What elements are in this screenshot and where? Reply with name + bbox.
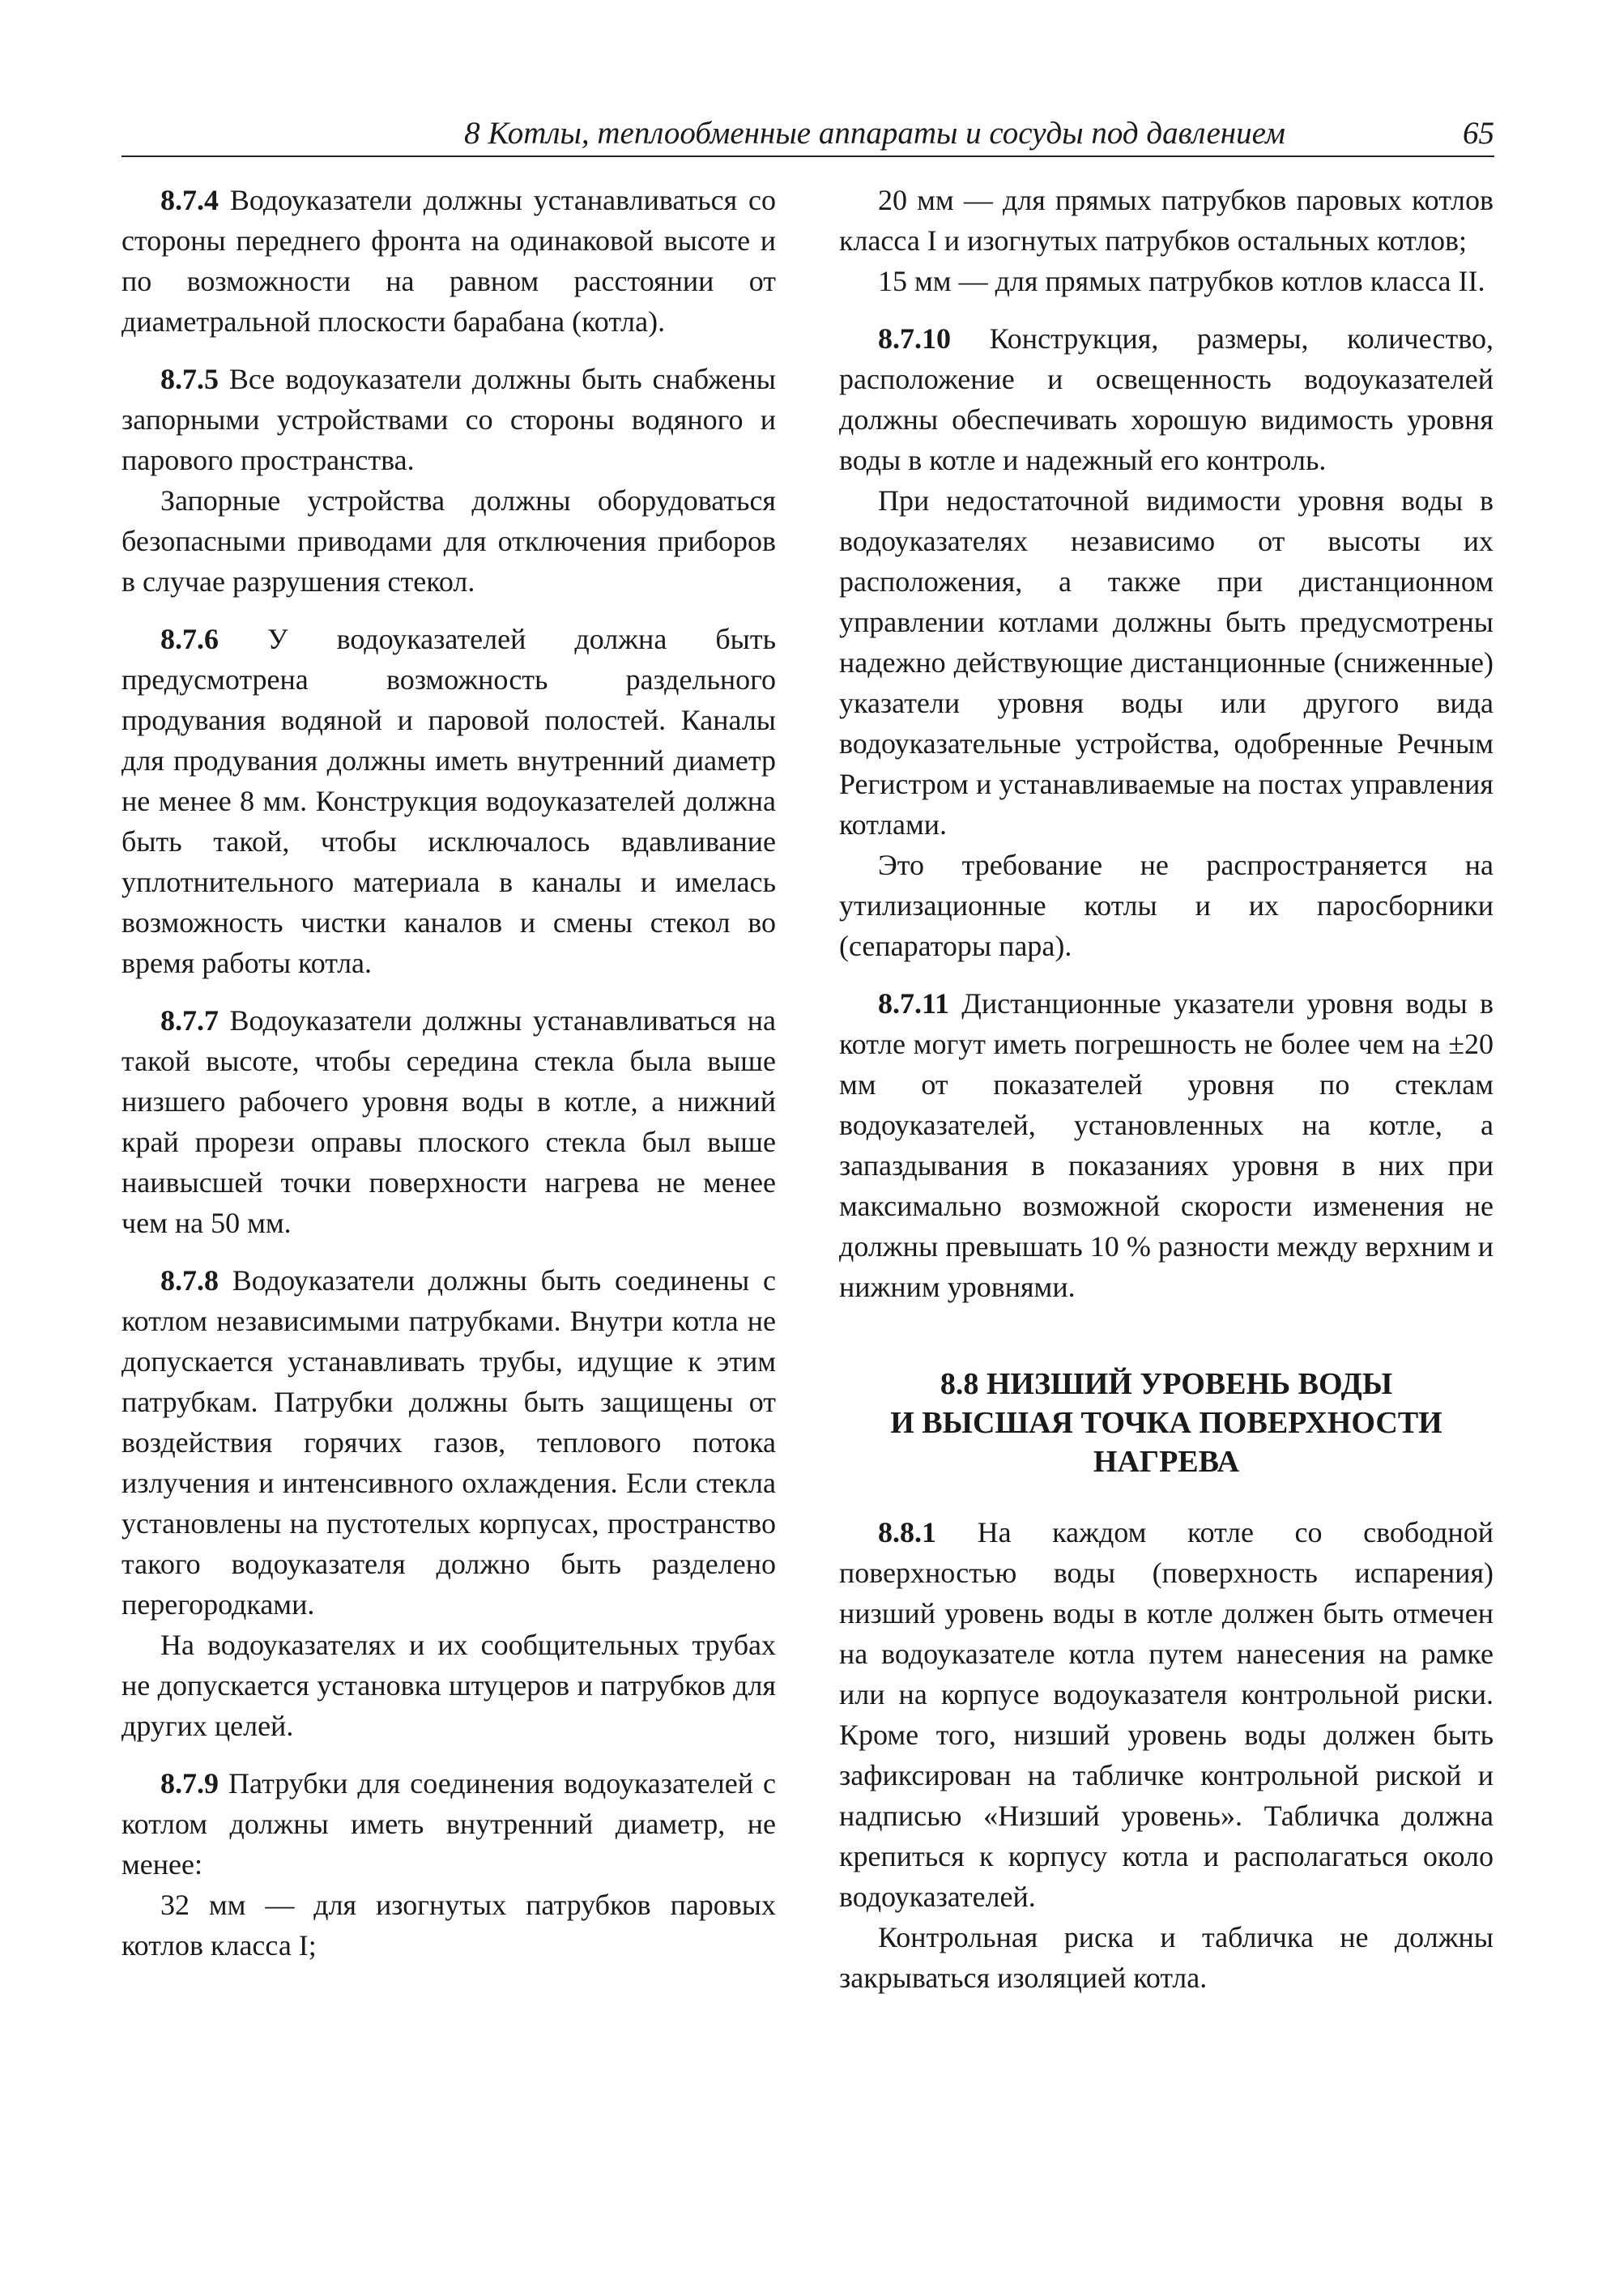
clause-8-7-4 bbox=[121, 180, 776, 342]
clause-text: Дистанционные указатели уровня воды в котле могут иметь погрешность не более чем на ±20 мм от показателей уровня по стеклам водоуказателей, установленных на котле, а запаздывания в показаниях уровня в них при максимально возможной скорости изменения не должны превышать 10 % разности между верхним и нижним уровнями. bbox=[839, 987, 1494, 1303]
clause-8-7-7 bbox=[121, 1000, 776, 1243]
clause-number: 8.7.11 bbox=[878, 987, 950, 1020]
paragraph: На водоуказателях и их сообщительных трубах не допускается установка штуцеров и патрубков для других целей. bbox=[121, 1629, 776, 1742]
list-item: 32 мм — для изогнутых патрубков паровых котлов класса I; bbox=[121, 1889, 776, 1962]
clause-8-7-5 bbox=[121, 359, 776, 480]
clause-text: У водоуказателей должна быть предусмотрена возможность раздельного продувания водяной и паровой полостей. Каналы для продувания должны иметь внутренний диаметр не менее 8 мм. Конструкция водоуказателей должна быть такой, чтобы исключалось вдавливание уплотнительного материала в каналы и имелась возможность чистки каналов и смены стекол во время работы котла. bbox=[121, 623, 776, 979]
clause-8-7-10 bbox=[839, 318, 1494, 480]
section-heading bbox=[839, 1365, 1494, 1481]
clause-text: Водоуказатели должны устанавливаться на такой высоте, чтобы середина стекла была выше низшего рабочего уровня воды в котле, а нижний край прорези оправы плоского стекла был выше наивысшей точки поверхности нагрева не менее чем на 50 мм. bbox=[121, 1004, 776, 1239]
clause-text: Патрубки для соединения водоуказателей с котлом должны иметь внутренний диаметр, не менее: bbox=[121, 1767, 776, 1881]
left-column bbox=[121, 180, 776, 1966]
clause-8-7-9 bbox=[121, 1763, 776, 1885]
clause-8-8-1 bbox=[839, 1512, 1494, 1917]
running-header bbox=[121, 110, 1494, 157]
right-column bbox=[839, 180, 1494, 1998]
clause-number: 8.8.1 bbox=[878, 1516, 936, 1548]
paragraph: Запорные устройства должны оборудоваться безопасными приводами для отключения приборов в случае разрушения стекол. bbox=[121, 484, 776, 598]
header-title: 8 Котлы, теплообменные аппараты и сосуды под давлением bbox=[464, 116, 1285, 151]
section-heading-line: НАГРЕВА bbox=[1093, 1445, 1240, 1479]
list-item: 15 мм — для прямых патрубков котлов класса II. bbox=[878, 265, 1485, 297]
clause-number: 8.7.5 bbox=[160, 363, 219, 395]
paragraph: При недостаточной видимости уровня воды в водоуказателях независимо от высоты их расположения, а также при дистанционном управлении котлами должны быть предусмотрены надежно действующие дистанционные (сниженные) указатели уровня воды или другого вида водоуказательные устройства, одобренные Речным Регистром и устанавливаемые на постах управления котлами. bbox=[839, 484, 1494, 841]
page-number: 65 bbox=[1463, 116, 1494, 151]
clause-text: Конструкция, размеры, количество, расположение и освещенность водоуказателей должны обеспечивать хорошую видимость уровня воды в котле и надежный его контроль. bbox=[839, 322, 1494, 476]
clause-text: Водоуказатели должны устанавливаться со стороны переднего фронта на одинаковой высоте и по возможности на равном расстоянии от диаметральной плоскости барабана (котла). bbox=[121, 184, 776, 338]
clause-8-7-6 bbox=[121, 619, 776, 983]
paragraph: Это требование не распространяется на утилизационные котлы и их паросборники (сепараторы пара). bbox=[839, 849, 1494, 962]
clause-number: 8.7.4 bbox=[160, 184, 219, 216]
section-heading-line: 8.8 НИЗШИЙ УРОВЕНЬ ВОДЫ bbox=[940, 1367, 1393, 1401]
list-item: 20 мм — для прямых патрубков паровых котлов класса I и изогнутых патрубков остальных котлов; bbox=[839, 184, 1494, 257]
clause-text: На каждом котле со свободной поверхностью воды (поверхность испарения) низший уровень воды в котле должен быть отмечен на водоуказателе котла путем нанесения на рамке или на корпусе водоуказателя контрольной риски. Кроме того, низший уровень воды должен быть зафиксирован на табличке контрольной риской и надписью «Низший уровень». Табличка должна крепиться к корпусу котла и располагаться около водоуказателей. bbox=[839, 1516, 1494, 1913]
clause-number: 8.7.9 bbox=[160, 1767, 219, 1800]
clause-number: 8.7.6 bbox=[160, 623, 219, 655]
clause-text: Водоуказатели должны быть соединены с котлом независимыми патрубками. Внутри котла не допускается устанавливать трубы, идущие к этим патрубкам. Патрубки должны быть защищены от воздействия горячих газов, теплового потока излучения и интенсивного охлаждения. Если стекла установлены на пустотелых корпусах, пространство такого водоуказателя должно быть разделено перегородками. bbox=[121, 1264, 776, 1621]
clause-number: 8.7.8 bbox=[160, 1264, 219, 1297]
paragraph: Контрольная риска и табличка не должны закрываться изоляцией котла. bbox=[839, 1921, 1494, 1994]
clause-number: 8.7.10 bbox=[878, 322, 951, 355]
clause-8-7-8 bbox=[121, 1260, 776, 1625]
clause-number: 8.7.7 bbox=[160, 1004, 219, 1037]
clause-text: Все водоуказатели должны быть снабжены запорными устройствами со стороны водяного и парового пространства. bbox=[121, 363, 776, 476]
section-heading-line: И ВЫСШАЯ ТОЧКА ПОВЕРХНОСТИ bbox=[890, 1406, 1442, 1440]
clause-8-7-11 bbox=[839, 983, 1494, 1307]
